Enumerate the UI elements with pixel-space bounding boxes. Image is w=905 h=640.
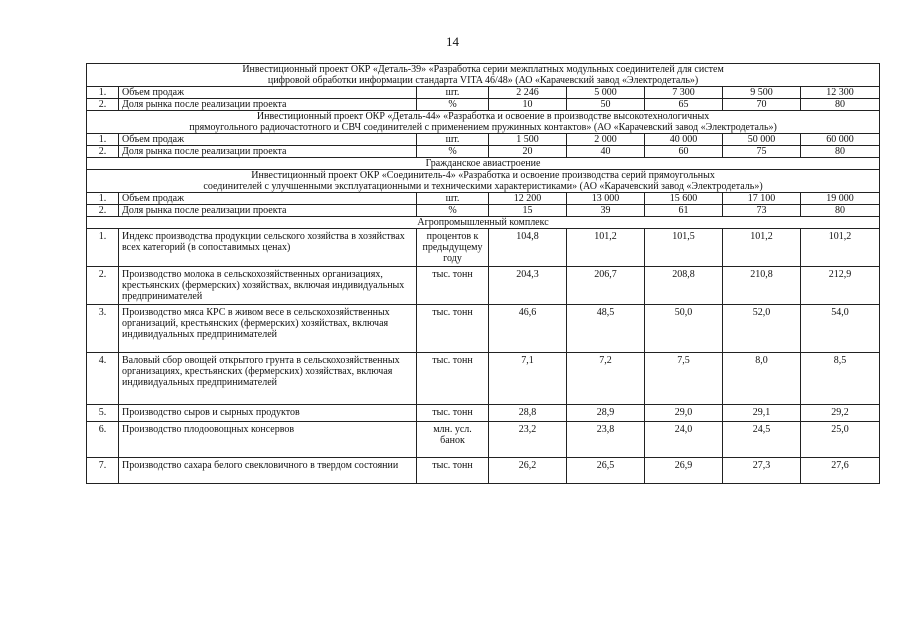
indicator-name: Производство мяса КРС в живом весе в сельскохозяйственных организаций, крестьянских (фермерских) хозяйствах, включая индивидуальных предпринимателей	[119, 305, 417, 353]
table-row	[87, 99, 880, 111]
value-cell: 7,5	[645, 353, 723, 405]
unit-cell: %	[417, 99, 489, 111]
table-row	[87, 193, 880, 205]
project-header-row	[87, 64, 880, 87]
category-title: Гражданское авиастроение	[87, 158, 880, 170]
value-cell: 25,0	[801, 422, 880, 458]
project-header-row	[87, 111, 880, 134]
row-number: 1.	[87, 229, 119, 267]
value-cell: 39	[567, 205, 645, 217]
value-cell: 80	[801, 205, 880, 217]
value-cell: 29,1	[723, 405, 801, 422]
indicator-name: Производство сахара белого свекловичного в твердом состоянии	[119, 458, 417, 484]
value-cell: 19 000	[801, 193, 880, 205]
value-cell: 15 600	[645, 193, 723, 205]
value-cell: 12 300	[801, 87, 880, 99]
value-cell: 210,8	[723, 267, 801, 305]
value-cell: 15	[489, 205, 567, 217]
value-cell: 2 246	[489, 87, 567, 99]
indicator-name: Производство плодоовощных консервов	[119, 422, 417, 458]
value-cell: 8,5	[801, 353, 880, 405]
project-title-line: цифровой обработки информации стандарта VITA 46/48» (АО «Карачевский завод «Электродеталь»)	[267, 75, 699, 86]
row-number: 7.	[87, 458, 119, 484]
value-cell: 101,2	[801, 229, 880, 267]
value-cell: 208,8	[645, 267, 723, 305]
value-cell: 7,1	[489, 353, 567, 405]
value-cell: 52,0	[723, 305, 801, 353]
row-number: 2.	[87, 267, 119, 305]
unit-cell: %	[417, 146, 489, 158]
value-cell: 26,9	[645, 458, 723, 484]
indicator-name: Производство молока в сельскохозяйственных организациях, крестьянских (фермерских) хозяйствах, включая индивидуальных предпринимателей	[119, 267, 417, 305]
value-cell: 28,8	[489, 405, 567, 422]
table-row	[87, 305, 880, 353]
value-cell: 73	[723, 205, 801, 217]
value-cell: 80	[801, 146, 880, 158]
value-cell: 204,3	[489, 267, 567, 305]
value-cell: 101,2	[567, 229, 645, 267]
row-number: 2.	[87, 99, 119, 111]
row-number: 3.	[87, 305, 119, 353]
unit-cell: тыс. тонн	[417, 353, 489, 405]
table-row	[87, 422, 880, 458]
value-cell: 24,5	[723, 422, 801, 458]
table-row	[87, 405, 880, 422]
value-cell: 10	[489, 99, 567, 111]
category-row	[87, 217, 880, 229]
value-cell: 7,2	[567, 353, 645, 405]
unit-cell: шт.	[417, 193, 489, 205]
value-cell: 5 000	[567, 87, 645, 99]
unit-cell: млн. усл. банок	[417, 422, 489, 458]
value-cell: 60	[645, 146, 723, 158]
table-row	[87, 267, 880, 305]
table-row	[87, 134, 880, 146]
row-number: 1.	[87, 134, 119, 146]
project-header-row	[87, 170, 880, 193]
value-cell: 23,8	[567, 422, 645, 458]
unit-cell: процентов к предыдущему году	[417, 229, 489, 267]
indicator-name: Объем продаж	[119, 193, 417, 205]
row-number: 2.	[87, 146, 119, 158]
value-cell: 104,8	[489, 229, 567, 267]
value-cell: 60 000	[801, 134, 880, 146]
category-row	[87, 158, 880, 170]
value-cell: 29,2	[801, 405, 880, 422]
indicator-name: Производство сыров и сырных продуктов	[119, 405, 417, 422]
value-cell: 206,7	[567, 267, 645, 305]
unit-cell: %	[417, 205, 489, 217]
value-cell: 2 000	[567, 134, 645, 146]
value-cell: 1 500	[489, 134, 567, 146]
indicator-name: Объем продаж	[119, 134, 417, 146]
value-cell: 50 000	[723, 134, 801, 146]
indicators-table	[86, 63, 880, 484]
value-cell: 75	[723, 146, 801, 158]
value-cell: 70	[723, 99, 801, 111]
row-number: 5.	[87, 405, 119, 422]
table-row	[87, 229, 880, 267]
value-cell: 212,9	[801, 267, 880, 305]
value-cell: 26,5	[567, 458, 645, 484]
value-cell: 17 100	[723, 193, 801, 205]
value-cell: 101,5	[645, 229, 723, 267]
indicator-name: Валовый сбор овощей открытого грунта в сельскохозяйственных организациях, крестьянских (фермерских) хозяйствах, включая индивидуальных предпринимателей	[119, 353, 417, 405]
row-number: 1.	[87, 193, 119, 205]
project-title	[87, 111, 880, 134]
indicator-name: Доля рынка после реализации проекта	[119, 205, 417, 217]
value-cell: 27,3	[723, 458, 801, 484]
row-number: 6.	[87, 422, 119, 458]
indicator-name: Доля рынка после реализации проекта	[119, 99, 417, 111]
value-cell: 29,0	[645, 405, 723, 422]
unit-cell: тыс. тонн	[417, 267, 489, 305]
value-cell: 80	[801, 99, 880, 111]
value-cell: 12 200	[489, 193, 567, 205]
value-cell: 20	[489, 146, 567, 158]
project-title-line: соединителей с улучшенными эксплуатационными и техническими характеристиками» (АО «Карачевский завод «Электродеталь»)	[203, 181, 763, 192]
category-title: Агропромышленный комплекс	[87, 217, 880, 229]
value-cell: 8,0	[723, 353, 801, 405]
table-row	[87, 205, 880, 217]
value-cell: 54,0	[801, 305, 880, 353]
value-cell: 7 300	[645, 87, 723, 99]
value-cell: 65	[645, 99, 723, 111]
table-row	[87, 458, 880, 484]
project-title	[87, 64, 880, 87]
project-title	[87, 170, 880, 193]
page-number: 14	[446, 34, 459, 49]
value-cell: 50,0	[645, 305, 723, 353]
value-cell: 50	[567, 99, 645, 111]
value-cell: 24,0	[645, 422, 723, 458]
unit-cell: шт.	[417, 87, 489, 99]
indicator-name: Индекс производства продукции сельского хозяйства в хозяйствах всех категорий (в сопоставимых ценах)	[119, 229, 417, 267]
value-cell: 13 000	[567, 193, 645, 205]
unit-cell: тыс. тонн	[417, 305, 489, 353]
unit-cell: шт.	[417, 134, 489, 146]
project-title-line: прямоугольного радиочастотного и СВЧ соединителей с применением пружинных контактов» (АО «Карачевский завод «Электродеталь»)	[189, 122, 777, 133]
table-row	[87, 87, 880, 99]
row-number: 4.	[87, 353, 119, 405]
row-number: 1.	[87, 87, 119, 99]
value-cell: 101,2	[723, 229, 801, 267]
project-title-line: Инвестиционный проект ОКР «Соединитель-4» «Разработка и освоение производства серий прямоугольных	[251, 170, 715, 181]
value-cell: 40 000	[645, 134, 723, 146]
value-cell: 46,6	[489, 305, 567, 353]
value-cell: 28,9	[567, 405, 645, 422]
table-row	[87, 146, 880, 158]
project-title-line: Инвестиционный проект ОКР «Деталь-44» «Разработка и освоение в производстве высокотехнологичных	[256, 111, 710, 122]
value-cell: 61	[645, 205, 723, 217]
indicator-name: Доля рынка после реализации проекта	[119, 146, 417, 158]
unit-cell: тыс. тонн	[417, 458, 489, 484]
value-cell: 48,5	[567, 305, 645, 353]
value-cell: 26,2	[489, 458, 567, 484]
value-cell: 27,6	[801, 458, 880, 484]
table-row	[87, 353, 880, 405]
value-cell: 23,2	[489, 422, 567, 458]
row-number: 2.	[87, 205, 119, 217]
project-title-line: Инвестиционный проект ОКР «Деталь-39» «Разработка серии межплатных модульных соединителей для систем	[242, 64, 724, 75]
indicator-name: Объем продаж	[119, 87, 417, 99]
value-cell: 40	[567, 146, 645, 158]
value-cell: 9 500	[723, 87, 801, 99]
unit-cell: тыс. тонн	[417, 405, 489, 422]
